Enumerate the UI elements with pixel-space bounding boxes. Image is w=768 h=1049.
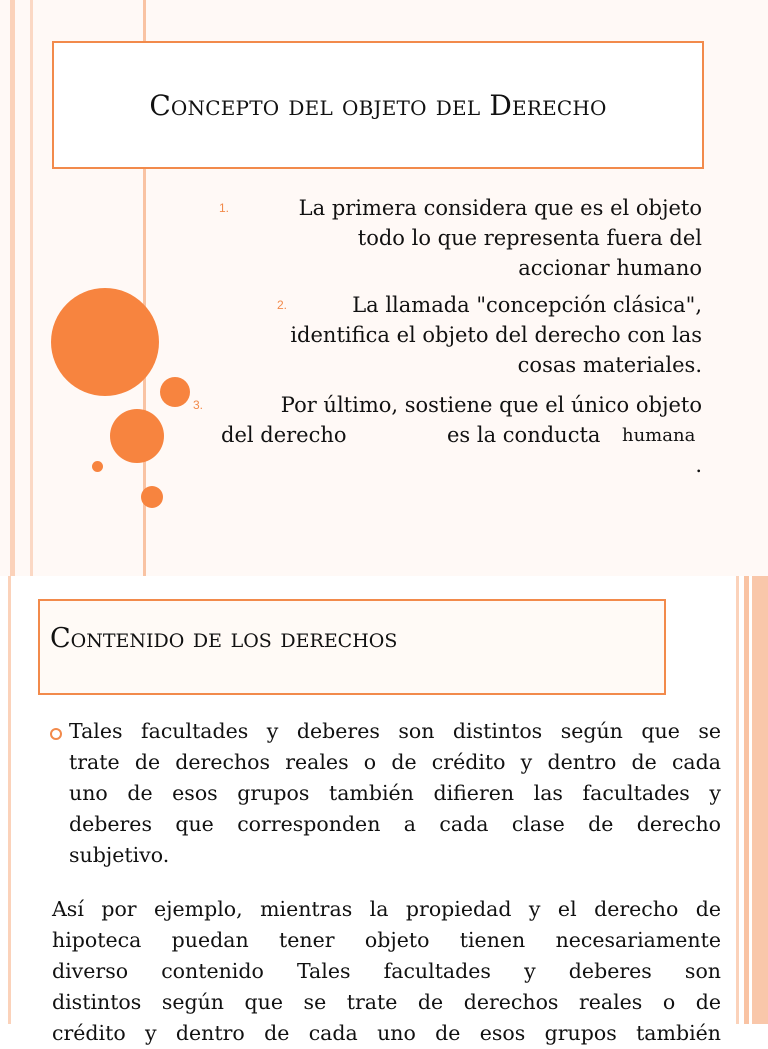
list-item-line: La primera considera que es el objeto (298, 196, 702, 220)
paragraph-line: crédito y dentro de cada uno de esos grupos también (52, 1021, 721, 1045)
slide-2 (0, 576, 768, 1045)
list-number: 3. (193, 398, 204, 412)
paragraph-line: distintos según que se trate de derechos reales o de (52, 990, 721, 1014)
decorative-circle (160, 377, 190, 407)
title-box (38, 599, 666, 695)
list-number: 2. (277, 298, 288, 312)
bullet-paragraph-line: uno de esos grupos también difieren las facultades y (69, 781, 721, 805)
paragraph-line: Así por ejemplo, mientras la propiedad y el derecho de (52, 897, 721, 921)
list-number: 1. (219, 201, 230, 215)
decorative-stripe (736, 576, 739, 1024)
slide-title: Contenido de los derechos (50, 623, 398, 654)
bullet-paragraph-line: trate de derechos reales o de crédito y dentro de cada (69, 750, 721, 774)
list-item-line: identifica el objeto del derecho con las (290, 323, 702, 347)
decorative-circle (141, 486, 163, 508)
paragraph-line: diverso contenido Tales facultades y deberes son (52, 959, 721, 983)
decorative-circle-small (92, 461, 103, 472)
list-item-line: . (695, 453, 702, 477)
decorative-circle (110, 409, 164, 463)
decorative-stripe (744, 576, 749, 1024)
list-item-line: todo lo que representa fuera del (357, 226, 702, 250)
decorative-stripe (752, 576, 768, 1024)
list-item-line: accionar humano (518, 256, 702, 280)
list-item-line: Por último, sostiene que el único objeto (280, 393, 702, 417)
list-item-line: humana (622, 425, 696, 446)
list-item-line: es la conducta (447, 423, 601, 447)
paragraph-line: hipoteca puedan tener objeto tienen necesariamente (52, 928, 721, 952)
decorative-stripe (10, 0, 15, 576)
bullet-paragraph-line: Tales facultades y deberes son distintos según que se (69, 719, 721, 743)
title-box (52, 41, 704, 169)
decorative-circle-large (51, 288, 159, 396)
list-item-line: cosas materiales. (517, 353, 702, 377)
decorative-stripe (8, 576, 11, 1024)
bullet-paragraph-line: deberes que corresponden a cada clase de derecho (69, 812, 721, 836)
list-item-line: La llamada "concepción clásica", (352, 293, 702, 317)
list-item-line: del derecho (221, 423, 347, 447)
bullet-circle-icon (50, 728, 62, 740)
decorative-stripe (30, 0, 33, 576)
slide-title: Concepto del objeto del Derecho (149, 88, 607, 122)
bullet-paragraph-line: subjetivo. (69, 843, 170, 867)
